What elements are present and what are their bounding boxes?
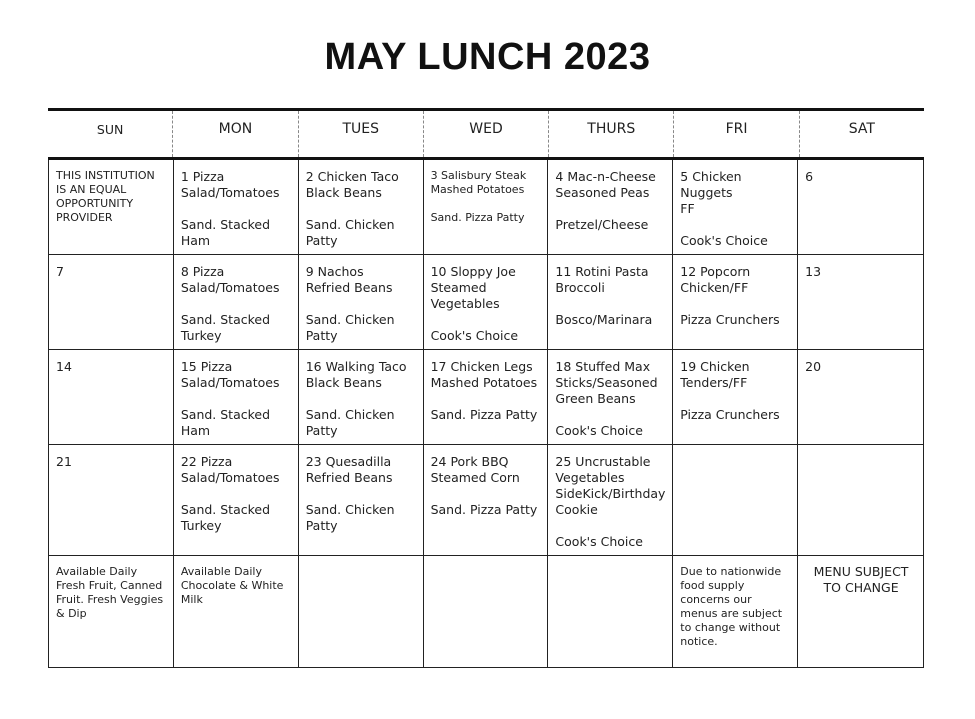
footer-cell	[174, 556, 299, 667]
menu-subject-to-change: MENU SUBJECT TO CHANGE	[813, 564, 909, 595]
alt-entree: Pretzel/Cheese	[555, 217, 649, 232]
day-cell	[424, 350, 549, 445]
day-cell	[49, 350, 174, 445]
day-cell	[673, 160, 798, 255]
alt-entree: Sand. Stacked Ham	[180, 407, 271, 438]
alt-entree: Sand. Chicken Patty	[305, 217, 395, 248]
alt-entree: Sand. Stacked Turkey	[180, 502, 271, 533]
day-header-sun: SUN	[48, 111, 173, 157]
alt-entree: Sand. Chicken Patty	[305, 312, 395, 343]
main-entree: 11 Rotini Pasta Broccoli	[555, 264, 649, 295]
day-number: 7	[56, 264, 64, 279]
day-cell-empty	[673, 445, 798, 556]
main-entree: 17 Chicken Legs Mashed Potatoes	[430, 359, 538, 390]
day-cell	[548, 350, 673, 445]
main-entree: 12 Popcorn Chicken/FF	[680, 264, 751, 295]
daily-milk-notice: Available Daily Chocolate & White Milk	[180, 565, 284, 606]
alt-entree: Cook's Choice	[680, 233, 768, 248]
day-cell	[299, 160, 424, 255]
day-cell	[798, 350, 923, 445]
day-cell	[548, 255, 673, 350]
alt-entree: Pizza Crunchers	[680, 407, 780, 422]
alt-entree: Sand. Pizza Patty	[430, 407, 538, 422]
alt-entree: Bosco/Marinara	[555, 312, 653, 327]
day-cell	[49, 445, 174, 556]
footer-cell-empty	[424, 556, 549, 667]
main-entree: 9 Nachos Refried Beans	[305, 264, 393, 295]
day-cell	[673, 350, 798, 445]
day-header-thurs: THURS	[549, 111, 674, 157]
footer-cell	[49, 556, 174, 667]
day-header-sat: SAT	[848, 121, 875, 137]
footer-cell	[798, 556, 923, 667]
day-cell	[174, 255, 299, 350]
alt-entree: Pizza Crunchers	[680, 312, 780, 327]
alt-entree: Sand. Stacked Ham	[180, 217, 271, 248]
main-entree: 24 Pork BBQ Steamed Corn	[430, 454, 520, 485]
main-entree: 18 Stuffed Max Sticks/Seasoned Green Beans	[555, 359, 658, 406]
day-cell	[798, 255, 923, 350]
day-cell	[424, 160, 549, 255]
day-number: 14	[56, 359, 72, 374]
day-cell	[49, 255, 174, 350]
day-number: 21	[56, 454, 72, 469]
day-header-mon: MON	[173, 111, 298, 157]
day-cell	[673, 255, 798, 350]
alt-entree: Sand. Stacked Turkey	[180, 312, 271, 343]
main-entree: 16 Walking Taco Black Beans	[305, 359, 407, 390]
main-entree: 2 Chicken Taco Black Beans	[305, 169, 399, 200]
day-cell	[299, 255, 424, 350]
day-cell	[299, 350, 424, 445]
day-number: 6	[805, 169, 814, 184]
day-cell	[798, 160, 923, 255]
main-entree: 15 Pizza Salad/Tomatoes	[180, 359, 280, 390]
alt-entree: Sand. Chicken Patty	[305, 407, 395, 438]
alt-entree: Cook's Choice	[555, 423, 643, 438]
day-header-tues: TUES	[299, 111, 424, 157]
day-cell	[424, 255, 549, 350]
day-header-fri: FRI	[674, 111, 799, 157]
day-cell	[174, 160, 299, 255]
main-entree: 5 Chicken Nuggets FF	[680, 169, 742, 216]
day-header-row	[48, 111, 924, 157]
day-cell	[174, 350, 299, 445]
equal-opportunity-notice: THIS INSTITUTION IS AN EQUAL OPPORTUNITY PROVIDER	[56, 169, 155, 224]
main-entree: 8 Pizza Salad/Tomatoes	[180, 264, 280, 295]
main-entree: 23 Quesadilla Refried Beans	[305, 454, 393, 485]
alt-entree: Cook's Choice	[430, 328, 519, 343]
alt-entree: Sand. Chicken Patty	[305, 502, 395, 533]
alt-entree: Sand. Pizza Patty	[430, 502, 538, 517]
footer-cell-empty	[299, 556, 424, 667]
main-entree: 22 Pizza Salad/Tomatoes	[180, 454, 280, 485]
calendar-grid	[48, 160, 924, 668]
day-cell-empty	[798, 445, 923, 556]
day-cell	[548, 445, 673, 556]
main-entree: 19 Chicken Tenders/FF	[680, 359, 750, 390]
main-entree: 10 Sloppy Joe Steamed Vegetables	[430, 264, 516, 311]
day-cell	[548, 160, 673, 255]
main-entree: 1 Pizza Salad/Tomatoes	[180, 169, 280, 200]
page-title: MAY LUNCH 2023	[324, 36, 651, 78]
day-cell	[49, 160, 174, 255]
main-entree: 25 Uncrustable Vegetables SideKick/Birthday Cookie	[555, 454, 666, 517]
day-cell	[299, 445, 424, 556]
day-cell	[174, 445, 299, 556]
day-header-wed: WED	[424, 111, 549, 157]
main-entree: 4 Mac-n-Cheese Seasoned Peas	[555, 169, 656, 200]
footer-cell	[673, 556, 798, 667]
main-entree: 3 Salisbury Steak Mashed Potatoes	[430, 169, 527, 196]
alt-entree: Sand. Pizza Patty	[430, 211, 525, 224]
alt-entree: Cook's Choice	[555, 534, 643, 549]
footer-cell-empty	[548, 556, 673, 667]
day-number: 20	[805, 359, 822, 374]
supply-concerns-notice: Due to nationwide food supply concerns our menus are subject to change without notice.	[680, 565, 783, 648]
daily-fruit-notice: Available Daily Fresh Fruit, Canned Fruit. Fresh Veggies & Dip	[56, 565, 164, 620]
day-number: 13	[805, 264, 822, 279]
day-cell	[424, 445, 549, 556]
